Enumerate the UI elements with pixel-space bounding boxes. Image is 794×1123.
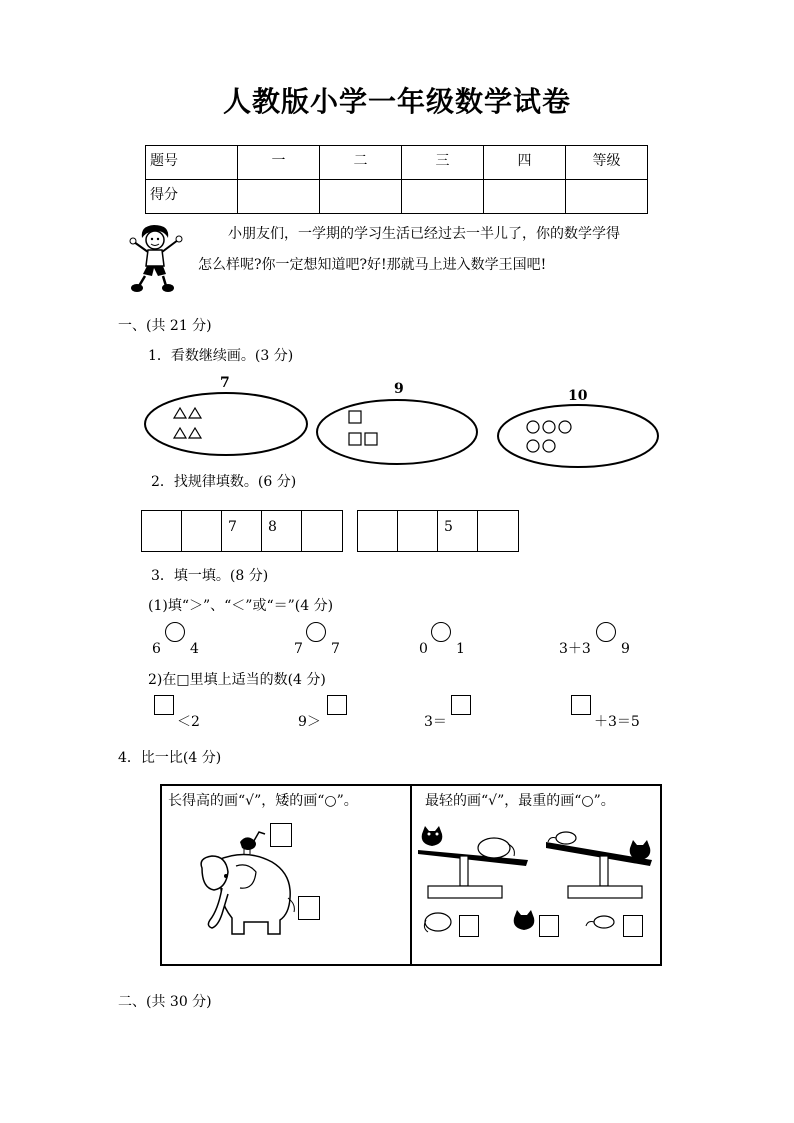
score-cell-section-4[interactable] bbox=[484, 180, 566, 214]
cat-icon bbox=[514, 910, 535, 930]
sequence-2-cell[interactable] bbox=[478, 511, 518, 551]
fill-4-after: ＋3＝5 bbox=[594, 714, 640, 730]
triangle-icon bbox=[189, 408, 201, 418]
sequence-1 bbox=[141, 510, 343, 552]
cat-icon bbox=[630, 840, 651, 860]
square-icon bbox=[365, 433, 377, 445]
fill-box-4[interactable] bbox=[571, 695, 591, 715]
compare-3-left: 0 bbox=[419, 641, 428, 657]
fill-2-before: 9＞ bbox=[298, 714, 321, 730]
cat-weight-box[interactable] bbox=[539, 915, 559, 937]
header-cell-section-2: 二 bbox=[320, 146, 402, 180]
triangle-icon bbox=[174, 428, 186, 438]
score-table-score-row bbox=[146, 180, 648, 214]
cartoon-child-illustration bbox=[126, 222, 186, 296]
score-cell-section-1[interactable] bbox=[238, 180, 320, 214]
score-cell-section-3[interactable] bbox=[402, 180, 484, 214]
fill-3-before: 3＝ bbox=[424, 714, 447, 730]
section-1-heading: 一、(共 21 分) bbox=[118, 318, 212, 334]
header-cell-section-3: 三 bbox=[402, 146, 484, 180]
compare-1-right: 4 bbox=[190, 641, 199, 657]
circle-icon bbox=[527, 440, 539, 452]
group-1-number: 7 bbox=[220, 375, 230, 391]
fill-box-3[interactable] bbox=[451, 695, 471, 715]
intro-line-1: 小朋友们，一学期的学习生活已经过去一半儿了，你的数学学得 bbox=[228, 226, 620, 242]
group-3-number: 10 bbox=[568, 388, 588, 404]
cat-icon bbox=[422, 826, 443, 846]
group-2-oval[interactable] bbox=[316, 399, 478, 465]
header-cell-section-1: 一 bbox=[238, 146, 320, 180]
sequence-1-cell[interactable] bbox=[182, 511, 222, 551]
question-3-label: 3．填一填。(8 分) bbox=[151, 568, 269, 584]
intro-line-2: 怎么样呢?你一定想知道吧?好!那就马上进入数学王国吧! bbox=[198, 257, 547, 273]
score-cell-grade[interactable] bbox=[566, 180, 648, 214]
header-cell-section-4: 四 bbox=[484, 146, 566, 180]
fill-box-2[interactable] bbox=[327, 695, 347, 715]
score-table-header-row bbox=[146, 146, 648, 180]
score-row-label: 得分 bbox=[146, 180, 238, 214]
elephant-icon bbox=[424, 913, 451, 932]
sequence-1-cell[interactable] bbox=[142, 511, 182, 551]
sequence-2-cell: 5 bbox=[438, 511, 478, 551]
sequence-1-cell[interactable] bbox=[302, 511, 342, 551]
fill-box-1[interactable] bbox=[154, 695, 174, 715]
compare-circle-4[interactable] bbox=[596, 622, 616, 642]
right-instruction: 最轻的画“√”，最重的画“○”。 bbox=[425, 793, 615, 809]
header-cell-grade: 等级 bbox=[566, 146, 648, 180]
compare-1-left: 6 bbox=[152, 641, 161, 657]
mouse-weight-box[interactable] bbox=[623, 915, 643, 937]
panel-divider bbox=[410, 786, 412, 964]
triangle-icon bbox=[189, 428, 201, 438]
section-2-heading: 二、(共 30 分) bbox=[118, 994, 212, 1010]
sequence-1-cell: 8 bbox=[262, 511, 302, 551]
triangle-icon bbox=[174, 408, 186, 418]
question-3-part-1-label: (1)填“＞”、“＜”或“＝”(4 分) bbox=[148, 598, 334, 614]
elephant-icon bbox=[478, 838, 514, 858]
mouse-icon bbox=[548, 832, 576, 844]
sequence-2-cell[interactable] bbox=[358, 511, 398, 551]
score-cell-section-2[interactable] bbox=[320, 180, 402, 214]
compare-2-right: 7 bbox=[331, 641, 340, 657]
seesaw-illustration bbox=[418, 822, 658, 942]
compare-4-left: 3＋3 bbox=[559, 641, 591, 657]
sequence-1-cell: 7 bbox=[222, 511, 262, 551]
square-icon bbox=[349, 433, 361, 445]
bird-icon bbox=[240, 837, 256, 850]
circle-icon bbox=[559, 421, 571, 433]
header-cell-question-number: 题号 bbox=[146, 146, 238, 180]
group-1-oval[interactable] bbox=[144, 392, 308, 456]
circle-icon bbox=[527, 421, 539, 433]
compare-circle-1[interactable] bbox=[165, 622, 185, 642]
compare-circle-2[interactable] bbox=[306, 622, 326, 642]
score-table bbox=[145, 145, 648, 214]
compare-2-left: 7 bbox=[294, 641, 303, 657]
fill-1-after: ＜2 bbox=[177, 714, 200, 730]
question-4-label: 4．比一比(4 分) bbox=[118, 750, 222, 766]
question-2-label: 2．找规律填数。(6 分) bbox=[151, 474, 297, 490]
tall-answer-box[interactable] bbox=[270, 823, 292, 847]
compare-4-right: 9 bbox=[621, 641, 630, 657]
short-answer-box[interactable] bbox=[298, 896, 320, 920]
question-3-part-2-label: 2)在□里填上适当的数(4 分) bbox=[148, 672, 326, 688]
elephant-weight-box[interactable] bbox=[459, 915, 479, 937]
mouse-icon bbox=[586, 916, 614, 928]
page-title: 人教版小学一年级数学试卷 bbox=[222, 85, 571, 118]
left-instruction: 长得高的画“√”，矮的画“○”。 bbox=[168, 793, 358, 809]
sequence-2 bbox=[357, 510, 519, 552]
sequence-2-cell[interactable] bbox=[398, 511, 438, 551]
square-icon bbox=[349, 411, 361, 423]
group-3-oval[interactable] bbox=[497, 404, 659, 468]
group-2-number: 9 bbox=[394, 381, 404, 397]
circle-icon bbox=[543, 440, 555, 452]
compare-3-right: 1 bbox=[456, 641, 465, 657]
question-1-label: 1．看数继续画。(3 分) bbox=[148, 348, 294, 364]
compare-circle-3[interactable] bbox=[431, 622, 451, 642]
circle-icon bbox=[543, 421, 555, 433]
